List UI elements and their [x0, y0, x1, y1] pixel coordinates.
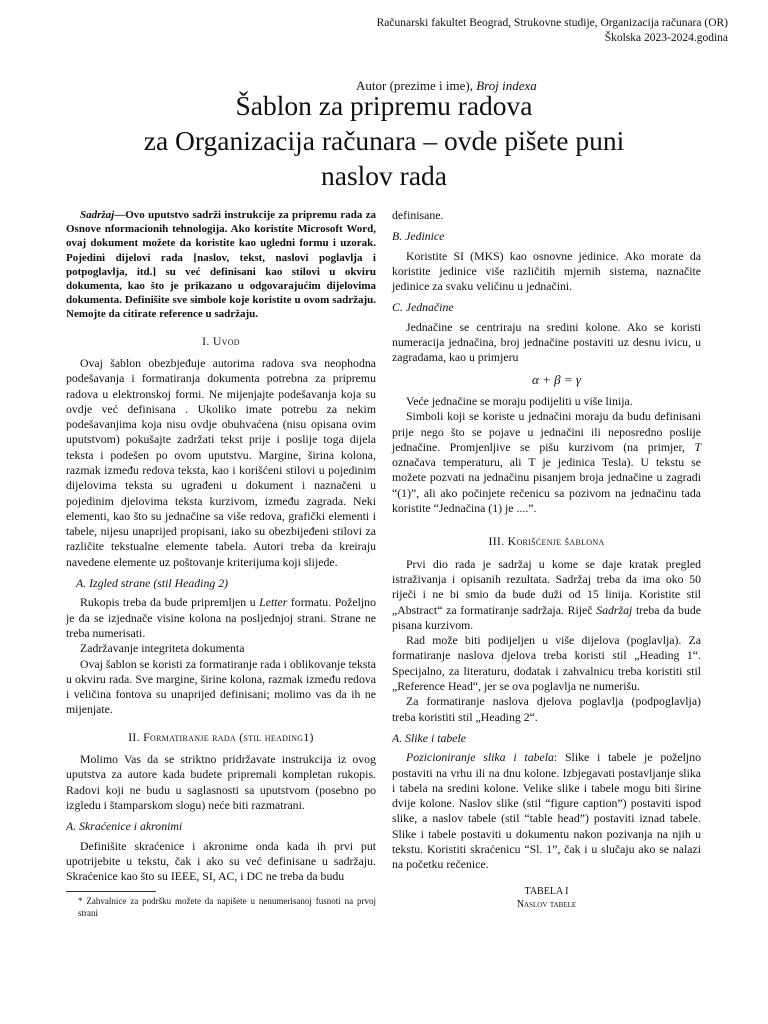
section-2-paragraph-1: Molimo Vas da se striktno pridržavate instrukcija iz ovog uputstva za autore kada budete pripremali kompletan rukopis. Radovi koji ne budu u saglasnosti sa uputstvom (posebno po izgledu i štamparskom slogu) neće biti razmatrani.: [66, 752, 376, 812]
subsection-3a-heading: A. Slike i tabele: [392, 730, 467, 745]
footnote-divider: [66, 891, 156, 892]
text-emphasis: T: [694, 439, 701, 454]
title-line-3: naslov rada: [321, 160, 447, 191]
text-emphasis: Pozicioniranje slika i tabela: [406, 750, 554, 765]
subsection-2a-paragraph-continued: definisane.: [392, 208, 444, 222]
left-column: [66, 208, 376, 919]
text-span: formatu. Poželjno je da se izjednače visine kolona na posljednjoj strani. Strane ne treba numerisati.: [66, 595, 376, 640]
text-span: treba da bude pisana kurzivom.: [392, 602, 701, 632]
subsection-3a-paragraph: [392, 750, 701, 872]
section-3-paragraph-2: Rad može biti podijeljen u više dijelova (poglavlja). Za formatiranje naslova djelova treba koristi stil „Heading 1“. Specijalno, za literaturu, dodatak i zahvalnicu treba koristiti stil „Reference Head“, jer se ova poglavlja ne numerišu.: [392, 633, 701, 694]
right-column: [392, 208, 701, 911]
section-3-paragraph-3: Za formatiranje naslova djelova poglavlja (podpoglavlja) treba koristiti stil „Heading 2“.: [392, 694, 701, 724]
subsection-2c-paragraph-1: Jednačine se centriraju na sredini kolone. Ako se koristi numeracija jednačina, broj jednačine postaviti uz desnu ivicu, u zagradama, kao u primjeru: [392, 319, 701, 365]
page-header: [377, 16, 728, 46]
text-span: Prvi dio rada je sadržaj u kome se daje kratak pregled istraživanja i opisanih rezultata. Sadržaj treba da ima oko 50 riječi i ne bi smio da bude duži od 15 linija. Koristite stil „Abstract“ za formatiranje sadržaja. Riječ: [392, 556, 701, 617]
header-school-year: Školska 2023-2024.godina: [604, 32, 728, 44]
subsection-2a-heading: A. Skraćenice i akronimi: [66, 819, 183, 834]
text-span: Rukopis treba da bude pripremljen u: [80, 595, 260, 610]
subsection-2a-paragraph: Definišite skraćenice i akronime onda kada ih prvi put upotrijebite u tekstu, čak i ako su već definisane u sadržaju. Skraćenice kao što su IEEE, SI, AC, i DC ne treba da budu: [66, 838, 376, 884]
abstract-label: Sadržaj: [80, 209, 115, 221]
subsection-1a-paragraph-3: Ovaj šablon se koristi za formatiranje rada i oblikovanje teksta u okviru rada. Sve margine, širine kolona, razmak između redova i veličina fontova su unaprijed definisani; molimo vas da ih ne mijenjate.: [66, 656, 376, 717]
title-line-1: Šablon za pripremu radova: [235, 90, 533, 121]
title-line-2: za Organizacija računara – ovde pišete puni: [143, 125, 625, 156]
section-3-paragraph-1: [392, 557, 701, 633]
text-span: Simboli koji se koriste u jednačini moraju da budu definisani prije nego što se pojave u jednačini ili neposredno poslije jednačine. Promjenljive se pišu kurzivom (na primjer,: [392, 409, 701, 454]
section-1-heading: I. Uvod: [202, 333, 240, 348]
table-label: TABELA I: [524, 885, 569, 897]
paper-title: [20, 88, 748, 193]
subsection-1a-heading: A. Izgled strane (stil Heading 2): [76, 576, 229, 591]
subsection-2c-heading: C. Jednačine: [392, 300, 454, 315]
subsection-2c-paragraph-2: Veće jednačine se moraju podijeliti u više linija.: [406, 393, 633, 408]
subsection-2b-heading: B. Jedinice: [392, 229, 445, 244]
equation: α + β = γ: [532, 371, 581, 387]
subsection-1a-paragraph-2: Zadržavanje integriteta dokumenta: [80, 641, 245, 656]
section-2-heading: II. Formatiranje rada (stil heading1): [128, 729, 314, 744]
text-emphasis: Sadržaj: [596, 602, 633, 617]
header-institution: Računarski fakultet Beograd, Strukovne studije, Organizacija računara (OR): [376, 17, 728, 29]
abstract: [66, 208, 376, 322]
abstract-text: —Ovo uputstvo sadrži instrukcije za pripremu rada za Osnove nformacionih tehnologija. Ako koristite Microsoft Word, ovaj dokument možete da koristite kao ugledni formu i uzorak. Pojedini dijelovi rada [naslov, tekst, naslovi poglavlja i potpoglavlja, itd.] su već definisani kao stilovi u okviru dokumenta, kao što je prikazano u odgovarajućim dijelovima dokumenta. Definišite sve simbole koje koristite u ovom sadržaju. Nemojte da citirate reference u sadržaju.: [66, 209, 376, 321]
section-1-paragraph-1: Ovaj šablon obezbjeđuje autorima radova sva neophodna podešavanja i formatiranja dokumenta potrebna za pripremu radova u elektronskoj formi. Ne mijenjajte podešavanja koja su ovdje već definisana . Ukoliko imate potrebu za nekim podešavanjima koja nisu ovdje obuhvaćena (nisu opisana ovim uputstvom) pokušajte zadržati tekst prije i poslije toga dijela teksta i podešen po ovom uputstvu. Margine, širina kolona, razmak između redova teksta, kao i korišćeni stilovi u pojedinim dijelovima teksta su ugrađeni u dokument i naznačeni u pojedinim djelovima teksta kurzivom, između zagrada. Neki elementi, kao što su jednačine sa više redova, grafički elementi i tabele, nijesu unaprijed propisani, iako su obezbijeđeni stilovi za različite tekstualne elemente tabela. Autori treba da kreiraju navedene elemente uz poštovanje kriterijuma koji slijede.: [66, 355, 376, 569]
author-index: Broj indexa: [476, 78, 537, 93]
footnote: * Zahvalnice za podršku možete da napišete u nenumerisanoj fusnoti na prvoj strani: [78, 896, 376, 919]
author-name: Autor (prezime i ime),: [356, 78, 477, 93]
subsection-1a-paragraph-1: [66, 595, 376, 641]
subsection-2b-paragraph: Koristite SI (MKS) kao osnovne jedinice. Ako morate da koristite jedinice više različitih mjernih sistema, naznačite jedinice za svaku veličinu u jednačini.: [392, 248, 701, 294]
text-span: označava temperaturu, ali T je jedinica Tesla). U tekstu se možete pozvati na jednačinu pisanjem broja jednačine u zagradi “(1)”, ali ako počinjete rečenicu sa pozivom na jednačinu tada koristite “Jednačina (1) je ....”.: [392, 455, 701, 516]
section-3-heading: III. Korišćenje šablona: [488, 534, 605, 549]
subsection-2c-paragraph-3: [392, 409, 701, 516]
table-title: Naslov tabele: [516, 898, 577, 910]
text-emphasis: Letter: [259, 595, 288, 610]
text-span: : Slike i tabele je poželjno postaviti na vrhu ili na dnu kolone. Izbjegavati postavljanje slika i tabela na sredini kolone. Velike slike i tabele mogu biti širine dvije kolone. Naslov slike (stil “figure caption”) postaviti ispod slike, a naslov tabele (stil “table head”) postaviti iznad tabele. Slike i tabele postaviti u dokumentu nakon pozivanja na njih u tekstu. Koristiti skraćenicu “Sl. 1”, čak i u slučaju ako se nalazi na početku rečenice.: [392, 750, 701, 872]
